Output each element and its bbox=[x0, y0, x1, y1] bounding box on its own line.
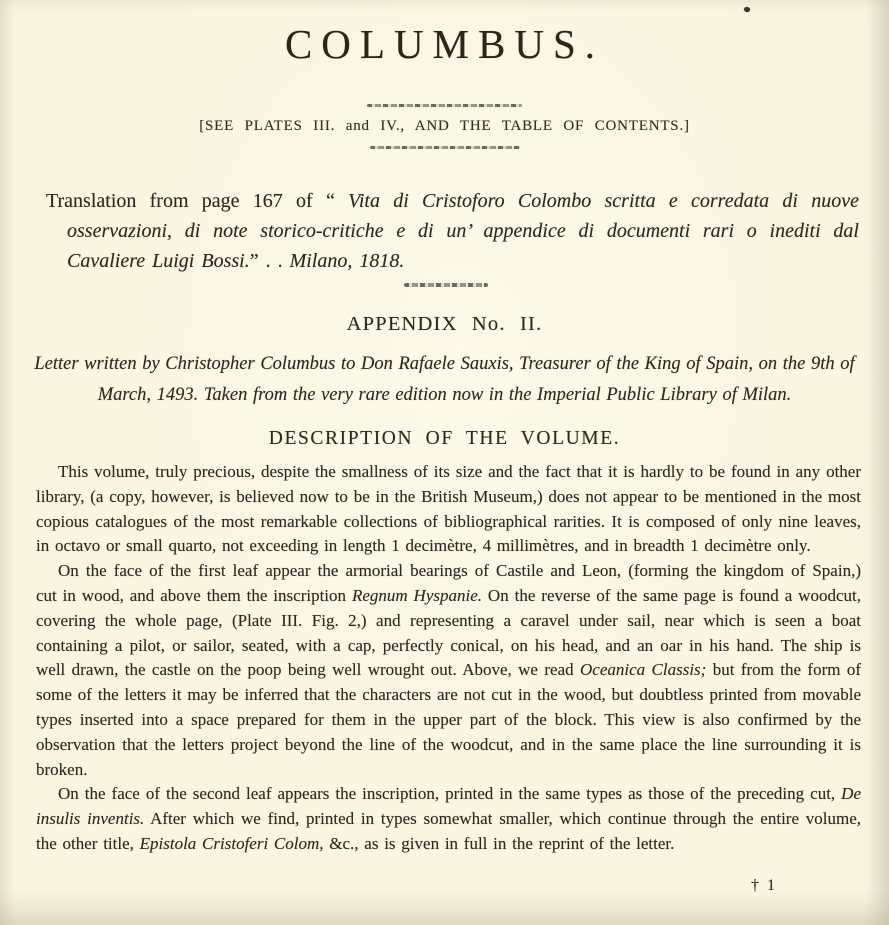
appendix-heading: APPENDIX No. II. bbox=[346, 313, 543, 335]
body-text bbox=[36, 460, 861, 857]
appendix-note: Letter written by Christopher Columbus to Don Rafaele Sauxis, Treasurer of the King of Spain, on the 9th of March, 1493. Taken from the very rare edition now in the Imperial Public Library of Milan. bbox=[34, 354, 855, 405]
paragraph: This volume, truly precious, despite the smallness of its size and the fact that it is hardly to be found in any other library, (a copy, however, is believed now to be in the British Museum,) does not appear to be mentioned in the most copious catalogues of the most remarkable collections of bibliographical rarities. It is composed of only nine leaves, in octavo or small quarto, not exceeding in length 1 decimètre, 4 millimètres, and in breadth 1 decimètre only. bbox=[36, 462, 861, 556]
ornamental-rule-top bbox=[367, 104, 522, 107]
ornamental-rule-small bbox=[404, 283, 488, 287]
paragraph: On the face of the second leaf appears the inscription, printed in the same types as those of the preceding cut, De insulis inventis. After which we find, printed in types somewhat smaller, which continue through the entire volume, the other title, Epistola Cristoferi Colom, &c., as is given in full in the reprint of the letter. bbox=[36, 784, 861, 853]
ornamental-rule-bottom bbox=[370, 146, 520, 149]
plate-note: [SEE PLATES III. and IV., AND THE TABLE OF CONTENTS.] bbox=[199, 118, 690, 134]
paragraph: On the face of the first leaf appear the armorial bearings of Castile and Leon, (forming the kingdom of Spain,) cut in wood, and above them the inscription Regnum Hyspanie. On the reverse of the same page is found a woodcut, covering the whole page, (Plate III. Fig. 2,) and representing a caravel under sail, near which is seen a boat containing a pilot, or sailor, seated, with a cap, perfectly conical, on his head, and an oar in his hand. The ship is well drawn, the castle on the poop being well wrought out. Above, we read Oceanica Classis; but from the form of some of the letters it may be inferred that the characters are not cut in the wood, but doubtless printed from movable types inserted into a space prepared for them in the upper part of the block. This view is also confirmed by the observation that the letters project beyond the line of the woodcut, and in the same place the line surrounding it is broken. bbox=[36, 561, 861, 779]
section-heading: DESCRIPTION OF THE VOLUME. bbox=[268, 428, 621, 449]
signature-mark: † 1 bbox=[751, 877, 777, 894]
page-title: COLUMBUS. bbox=[284, 21, 605, 67]
translation-note: Translation from page 167 of “ Vita di Cristoforo Colombo scritta e corredata di nuove osservazioni, di note storico-critiche e di un’ appendice di documenti rari o inediti dal Cavaliere Luigi Bossi.” . . Milano, 1818. bbox=[46, 190, 859, 272]
